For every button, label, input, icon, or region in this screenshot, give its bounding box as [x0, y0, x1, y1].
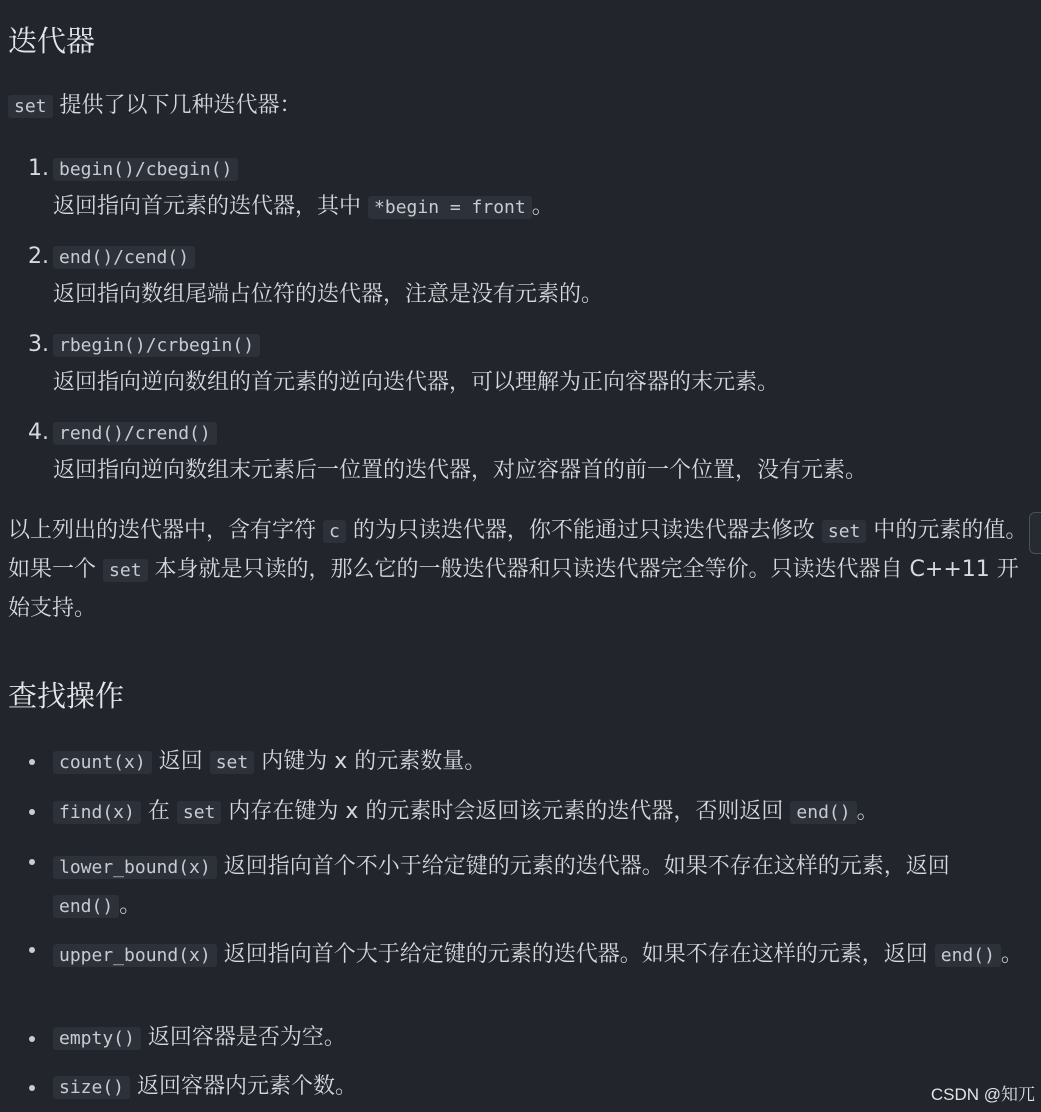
- item-text: 返回指向首个不小于给定键的元素的迭代器。如果不存在这样的元素，返回: [223, 854, 950, 879]
- inline-code: begin()/cbegin(): [53, 158, 238, 181]
- inline-code: c: [323, 520, 346, 543]
- item-text: 。: [1000, 942, 1023, 967]
- list-number: 1.: [28, 156, 49, 181]
- paragraph-text: 中的元素的值。如果一个: [8, 518, 1028, 582]
- list-item: [53, 798, 879, 827]
- inline-code: count(x): [53, 751, 152, 774]
- inline-code: empty(): [53, 1027, 141, 1050]
- inline-code: rend()/crend(): [53, 422, 217, 445]
- paragraph-text: 本身就是只读的，那么它的一般迭代器和只读迭代器完全等价。只读迭代器自 C++11 开始支持。: [8, 557, 1019, 621]
- list-number: 3.: [28, 332, 49, 357]
- description-text: 。: [531, 194, 554, 219]
- inline-code: set: [103, 559, 148, 582]
- paragraph-text: 以上列出的迭代器中，含有字符: [8, 518, 317, 543]
- list-item-description: 返回指向逆向数组的首元素的逆向迭代器，可以理解为正向容器的末元素。: [53, 370, 780, 395]
- item-text: 返回: [158, 749, 203, 774]
- inline-code: set: [177, 801, 222, 824]
- inline-code: size(): [53, 1076, 130, 1099]
- inline-code: end(): [53, 895, 119, 918]
- inline-code: end(): [935, 944, 1001, 967]
- description-text: 返回指向首元素的迭代器，其中: [53, 194, 362, 219]
- item-text: 返回容器是否为空。: [147, 1025, 346, 1050]
- section-title-lookup: 查找操作: [8, 679, 125, 713]
- iterators-intro: [8, 92, 302, 121]
- list-item: [53, 1024, 346, 1053]
- list-item: [53, 936, 1028, 975]
- inline-code: upper_bound(x): [53, 944, 217, 967]
- item-text: 返回指向首个大于给定键的元素的迭代器。如果不存在这样的元素，返回: [223, 942, 928, 967]
- list-item: [53, 848, 1028, 926]
- bullet-icon: [29, 1036, 35, 1042]
- inline-code: lower_bound(x): [53, 856, 217, 879]
- list-number: 2.: [28, 244, 49, 269]
- inline-code: find(x): [53, 801, 141, 824]
- item-text: 返回容器内元素个数。: [137, 1074, 358, 1099]
- bullet-icon: [29, 859, 35, 865]
- item-text: 。: [119, 893, 142, 918]
- inline-code: *begin = front: [368, 196, 532, 219]
- inline-code: rbegin()/crbegin(): [53, 334, 260, 357]
- csdn-watermark: CSDN @知兀: [930, 1085, 1035, 1104]
- list-item: [53, 748, 486, 777]
- list-item-description: 返回指向数组尾端占位符的迭代器，注意是没有元素的。: [53, 282, 604, 307]
- list-item-code: [53, 155, 238, 184]
- item-text: 内键为 x 的元素数量。: [261, 749, 487, 774]
- list-item: [53, 1073, 357, 1102]
- item-text: 。: [856, 799, 879, 824]
- inline-code: end(): [790, 801, 856, 824]
- paragraph-text: 的为只读迭代器，你不能通过只读迭代器去修改: [352, 518, 815, 543]
- inline-code: set: [822, 520, 867, 543]
- intro-text: 提供了以下几种迭代器：: [59, 93, 302, 118]
- readonly-iterator-paragraph: [8, 512, 1028, 628]
- bullet-icon: [29, 947, 35, 953]
- inline-code: end()/cend(): [53, 246, 195, 269]
- section-title-iterators: 迭代器: [8, 24, 96, 58]
- inline-code: set: [210, 751, 255, 774]
- bullet-icon: [29, 809, 35, 815]
- item-text: 在: [147, 799, 170, 824]
- list-item-code: [53, 419, 217, 448]
- inline-code: set: [8, 95, 53, 118]
- list-item-description: 返回指向逆向数组末元素后一位置的迭代器，对应容器首的前一个位置，没有元素。: [53, 458, 868, 483]
- list-item-code: [53, 243, 195, 272]
- bullet-icon: [29, 1085, 35, 1091]
- bullet-icon: [29, 759, 35, 765]
- list-item-description: [53, 193, 554, 222]
- side-panel-toggle[interactable]: [1029, 512, 1041, 554]
- list-number: 4.: [28, 420, 49, 445]
- list-item-code: [53, 331, 260, 360]
- item-text: 内存在键为 x 的元素时会返回该元素的迭代器，否则返回: [228, 799, 784, 824]
